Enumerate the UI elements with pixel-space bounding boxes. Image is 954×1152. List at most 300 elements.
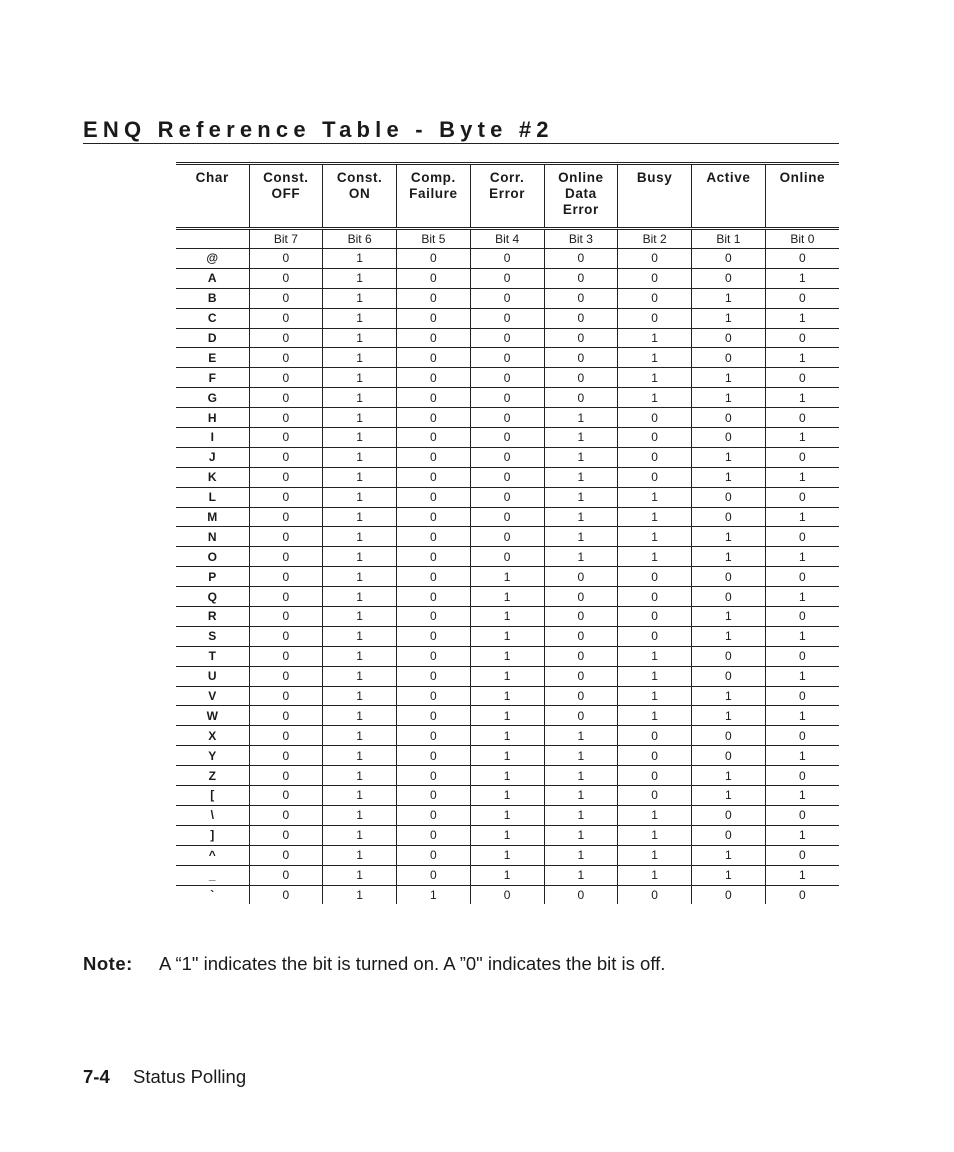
table-row — [176, 885, 839, 904]
bit-cell: 0 — [692, 885, 766, 904]
bit-cell: 1 — [470, 646, 544, 666]
table-row — [176, 805, 839, 825]
page-footer — [83, 1066, 246, 1088]
table-row — [176, 587, 839, 607]
title-rule — [83, 143, 839, 144]
char-cell: Q — [176, 587, 249, 607]
bit-cell: 0 — [249, 786, 323, 806]
bit-cell: 0 — [544, 706, 618, 726]
table-row — [176, 626, 839, 646]
char-cell: N — [176, 527, 249, 547]
bit-cell: 0 — [397, 467, 471, 487]
bit-cell: 0 — [618, 567, 692, 587]
column-header-line: Error — [489, 186, 526, 201]
char-cell: C — [176, 308, 249, 328]
table-row — [176, 368, 839, 388]
bit-cell: 0 — [249, 547, 323, 567]
table-row — [176, 845, 839, 865]
bit-label: Bit 5 — [397, 229, 471, 249]
bit-cell: 0 — [765, 487, 839, 507]
bit-cell: 1 — [618, 686, 692, 706]
bit-cell: 0 — [249, 885, 323, 904]
bit-cell: 0 — [692, 487, 766, 507]
bit-cell: 1 — [397, 885, 471, 904]
bit-cell: 1 — [323, 487, 397, 507]
bit-cell: 0 — [249, 507, 323, 527]
table-row — [176, 825, 839, 845]
column-header-line: ON — [348, 186, 371, 201]
bit-cell: 0 — [397, 348, 471, 368]
bit-cell: 1 — [470, 587, 544, 607]
bit-cell: 1 — [323, 388, 397, 408]
table-row — [176, 268, 839, 288]
char-cell: K — [176, 467, 249, 487]
bit-cell: 1 — [470, 805, 544, 825]
bit-cell: 1 — [470, 666, 544, 686]
bit-label-row — [176, 229, 839, 249]
bit-cell: 1 — [765, 746, 839, 766]
char-cell: @ — [176, 249, 249, 269]
bit-cell: 0 — [618, 766, 692, 786]
bit-cell: 0 — [397, 288, 471, 308]
bit-cell: 1 — [765, 786, 839, 806]
column-header — [249, 164, 323, 229]
char-cell: O — [176, 547, 249, 567]
bit-cell: 1 — [692, 786, 766, 806]
bit-cell: 0 — [544, 328, 618, 348]
bit-cell: 0 — [397, 666, 471, 686]
bit-cell: 1 — [544, 447, 618, 467]
bit-cell: 1 — [544, 527, 618, 547]
bit-cell: 0 — [249, 845, 323, 865]
bit-cell: 0 — [618, 726, 692, 746]
char-cell: [ — [176, 786, 249, 806]
bit-cell: 1 — [765, 626, 839, 646]
bit-cell: 0 — [397, 686, 471, 706]
char-cell: F — [176, 368, 249, 388]
bit-cell: 0 — [618, 408, 692, 428]
char-cell: ] — [176, 825, 249, 845]
column-header — [470, 164, 544, 229]
bit-cell: 0 — [470, 348, 544, 368]
bit-cell: 1 — [544, 865, 618, 885]
bit-cell: 0 — [397, 825, 471, 845]
bit-cell: 1 — [692, 547, 766, 567]
bit-cell: 1 — [470, 786, 544, 806]
bit-cell: 0 — [249, 249, 323, 269]
bit-cell: 0 — [765, 288, 839, 308]
char-cell: B — [176, 288, 249, 308]
bit-cell: 0 — [249, 607, 323, 627]
bit-cell: 0 — [765, 805, 839, 825]
bit-cell: 0 — [544, 626, 618, 646]
column-header-line: Busy — [636, 170, 673, 185]
bit-cell: 1 — [470, 706, 544, 726]
bit-cell: 1 — [765, 428, 839, 448]
bit-cell: 0 — [397, 408, 471, 428]
table-row — [176, 746, 839, 766]
bit-cell: 1 — [692, 686, 766, 706]
table-row — [176, 865, 839, 885]
bit-cell: 1 — [618, 865, 692, 885]
column-header-line: Failure — [409, 186, 458, 201]
bit-cell: 0 — [397, 567, 471, 587]
bit-cell: 1 — [765, 587, 839, 607]
bit-cell: 1 — [618, 388, 692, 408]
char-cell: J — [176, 447, 249, 467]
bit-cell: 0 — [692, 268, 766, 288]
bit-cell: 0 — [397, 268, 471, 288]
bit-cell: 0 — [692, 646, 766, 666]
note-text: A “1" indicates the bit is turned on. A ”0" indicates the bit is off. — [159, 953, 666, 974]
bit-cell: 0 — [618, 288, 692, 308]
bit-label: Bit 3 — [544, 229, 618, 249]
bit-cell: 0 — [692, 567, 766, 587]
column-header — [397, 164, 471, 229]
char-cell: V — [176, 686, 249, 706]
column-header-line: Online — [558, 170, 604, 185]
bit-cell: 0 — [470, 447, 544, 467]
bit-cell: 0 — [397, 249, 471, 269]
bit-cell: 1 — [323, 428, 397, 448]
bit-cell: 1 — [618, 368, 692, 388]
table-row — [176, 766, 839, 786]
bit-cell: 0 — [765, 885, 839, 904]
column-header-line: Char — [195, 170, 229, 185]
bit-cell: 1 — [692, 766, 766, 786]
bit-cell: 0 — [249, 428, 323, 448]
bit-cell: 1 — [544, 746, 618, 766]
table-row — [176, 428, 839, 448]
bit-cell: 0 — [249, 686, 323, 706]
bit-cell: 1 — [544, 547, 618, 567]
bit-cell: 0 — [470, 428, 544, 448]
bit-cell: 1 — [765, 268, 839, 288]
bit-cell: 0 — [249, 348, 323, 368]
bit-cell: 0 — [470, 467, 544, 487]
table-row — [176, 348, 839, 368]
bit-cell: 0 — [544, 607, 618, 627]
char-cell: Z — [176, 766, 249, 786]
bit-cell: 0 — [544, 268, 618, 288]
bit-cell: 0 — [618, 786, 692, 806]
bit-cell: 0 — [618, 626, 692, 646]
bit-cell: 0 — [397, 786, 471, 806]
bit-cell: 0 — [544, 587, 618, 607]
table-row — [176, 646, 839, 666]
page-title: ENQ Reference Table - Byte #2 — [83, 117, 554, 142]
bit-cell: 0 — [692, 428, 766, 448]
bit-cell: 1 — [765, 547, 839, 567]
bit-cell: 1 — [618, 487, 692, 507]
bit-cell: 1 — [323, 646, 397, 666]
char-cell: I — [176, 428, 249, 448]
bit-cell: 0 — [249, 368, 323, 388]
bit-cell: 1 — [323, 726, 397, 746]
table-row — [176, 666, 839, 686]
bit-cell: 0 — [249, 746, 323, 766]
bit-cell: 0 — [397, 487, 471, 507]
bit-cell: 1 — [323, 507, 397, 527]
table-row — [176, 388, 839, 408]
bit-cell: 0 — [249, 268, 323, 288]
bit-cell: 1 — [323, 686, 397, 706]
bit-cell: 1 — [692, 467, 766, 487]
char-cell: E — [176, 348, 249, 368]
bit-label: Bit 6 — [323, 229, 397, 249]
bit-cell: 0 — [249, 766, 323, 786]
bit-cell: 1 — [618, 646, 692, 666]
bit-cell: 0 — [397, 428, 471, 448]
bit-cell: 0 — [397, 845, 471, 865]
table-row — [176, 786, 839, 806]
bit-cell: 1 — [470, 865, 544, 885]
char-cell: L — [176, 487, 249, 507]
table-row — [176, 547, 839, 567]
table-row — [176, 567, 839, 587]
bit-cell: 0 — [692, 348, 766, 368]
column-header-line: Corr. — [489, 170, 525, 185]
char-cell: P — [176, 567, 249, 587]
table-row — [176, 288, 839, 308]
column-header-line: Data — [565, 186, 597, 201]
bit-cell: 1 — [323, 607, 397, 627]
bit-cell: 0 — [470, 507, 544, 527]
bit-cell: 1 — [470, 607, 544, 627]
bit-cell: 1 — [692, 845, 766, 865]
bit-cell: 1 — [692, 388, 766, 408]
bit-cell: 0 — [765, 646, 839, 666]
bit-cell: 1 — [323, 368, 397, 388]
column-header-line: Error — [562, 202, 599, 217]
bit-cell: 1 — [323, 706, 397, 726]
bit-cell: 1 — [323, 805, 397, 825]
bit-cell: 0 — [692, 726, 766, 746]
bit-cell: 0 — [544, 288, 618, 308]
bit-cell: 1 — [765, 507, 839, 527]
bit-cell: 1 — [544, 845, 618, 865]
bit-cell: 0 — [618, 587, 692, 607]
bit-cell: 0 — [249, 487, 323, 507]
bit-cell: 1 — [323, 328, 397, 348]
bit-cell: 1 — [618, 845, 692, 865]
table-row — [176, 527, 839, 547]
bit-cell: 0 — [249, 825, 323, 845]
bit-cell: 0 — [397, 706, 471, 726]
bit-cell: 0 — [470, 308, 544, 328]
char-cell: G — [176, 388, 249, 408]
bit-cell: 1 — [544, 805, 618, 825]
bit-cell: 1 — [765, 706, 839, 726]
bit-cell: 0 — [249, 726, 323, 746]
bit-cell: 0 — [470, 288, 544, 308]
bit-cell: 0 — [544, 348, 618, 368]
bit-cell: 0 — [618, 607, 692, 627]
column-header — [323, 164, 397, 229]
bit-cell: 0 — [470, 487, 544, 507]
bit-cell: 0 — [765, 726, 839, 746]
bit-cell: 1 — [470, 766, 544, 786]
bit-cell: 0 — [470, 368, 544, 388]
bit-cell: 1 — [470, 726, 544, 746]
bit-cell: 0 — [618, 308, 692, 328]
bit-cell: 0 — [692, 666, 766, 686]
char-cell: ` — [210, 887, 215, 902]
column-header-line: Active — [706, 170, 751, 185]
bit-cell: 0 — [397, 308, 471, 328]
bit-cell: 0 — [470, 268, 544, 288]
bit-cell: 0 — [765, 368, 839, 388]
bit-cell: 0 — [249, 646, 323, 666]
bit-label: Bit 7 — [249, 229, 323, 249]
bit-cell: 0 — [249, 308, 323, 328]
table-row — [176, 487, 839, 507]
bit-cell: 0 — [618, 746, 692, 766]
bit-cell: 0 — [397, 746, 471, 766]
bit-cell: 1 — [765, 388, 839, 408]
bit-cell: 0 — [544, 686, 618, 706]
table-row — [176, 408, 839, 428]
bit-cell: 0 — [470, 388, 544, 408]
char-cell: W — [176, 706, 249, 726]
bit-cell: 1 — [544, 467, 618, 487]
char-cell: H — [176, 408, 249, 428]
table-row — [176, 507, 839, 527]
bit-cell: 1 — [618, 328, 692, 348]
bit-cell: 0 — [249, 447, 323, 467]
bit-cell: 1 — [323, 626, 397, 646]
note — [83, 953, 665, 975]
bit-cell: 0 — [397, 547, 471, 567]
bit-cell: 1 — [544, 487, 618, 507]
bit-cell: 0 — [249, 408, 323, 428]
bit-cell: 1 — [765, 348, 839, 368]
bit-cell: 0 — [397, 587, 471, 607]
table-row — [176, 706, 839, 726]
bit-cell: 0 — [249, 805, 323, 825]
bit-cell: 0 — [765, 328, 839, 348]
column-header-line: Const. — [336, 170, 383, 185]
bit-cell: 0 — [470, 328, 544, 348]
bit-cell: 1 — [323, 766, 397, 786]
bit-cell: 1 — [692, 865, 766, 885]
bit-cell: 0 — [470, 885, 544, 904]
column-header-line: Online — [779, 170, 826, 185]
bit-cell: 0 — [692, 746, 766, 766]
bit-cell: 0 — [249, 328, 323, 348]
bit-cell: 0 — [618, 885, 692, 904]
bit-cell: 1 — [323, 845, 397, 865]
bit-cell: 0 — [249, 567, 323, 587]
bit-cell: 0 — [765, 686, 839, 706]
bit-cell: 0 — [692, 507, 766, 527]
bit-cell: 1 — [618, 666, 692, 686]
char-cell: Y — [176, 746, 249, 766]
bit-cell: 0 — [397, 726, 471, 746]
bit-cell: 1 — [692, 607, 766, 627]
bit-cell: 1 — [692, 527, 766, 547]
bit-cell: 1 — [323, 567, 397, 587]
bit-cell: 1 — [323, 825, 397, 845]
bit-cell: 1 — [765, 308, 839, 328]
bit-cell: 1 — [692, 288, 766, 308]
column-header — [692, 164, 766, 229]
column-header — [544, 164, 618, 229]
bit-label: Bit 4 — [470, 229, 544, 249]
bit-cell: 1 — [692, 706, 766, 726]
bit-cell: 1 — [323, 885, 397, 904]
bit-cell: 0 — [765, 408, 839, 428]
table-row — [176, 308, 839, 328]
bit-cell: 0 — [397, 865, 471, 885]
bit-cell: 1 — [323, 746, 397, 766]
bit-cell: 0 — [692, 408, 766, 428]
bit-cell: 1 — [544, 825, 618, 845]
bit-cell: 0 — [544, 308, 618, 328]
bit-cell: 0 — [765, 567, 839, 587]
table-row — [176, 726, 839, 746]
bit-cell: 1 — [470, 746, 544, 766]
bit-cell: 1 — [765, 825, 839, 845]
bit-cell: 0 — [397, 646, 471, 666]
bit-cell: 0 — [692, 249, 766, 269]
char-cell: S — [176, 626, 249, 646]
bit-cell: 0 — [397, 766, 471, 786]
bit-cell: 1 — [618, 805, 692, 825]
bit-cell: 0 — [544, 567, 618, 587]
bit-cell: 1 — [618, 507, 692, 527]
bit-cell: 0 — [249, 388, 323, 408]
bit-cell: 1 — [470, 626, 544, 646]
bit-cell: 0 — [544, 388, 618, 408]
bit-cell: 1 — [765, 865, 839, 885]
bit-label — [176, 229, 249, 249]
column-header-line: Const. — [263, 170, 309, 185]
bit-cell: 0 — [470, 547, 544, 567]
bit-cell: 1 — [544, 726, 618, 746]
bit-cell: 0 — [544, 646, 618, 666]
column-header — [765, 164, 839, 229]
char-cell: T — [176, 646, 249, 666]
table-row — [176, 328, 839, 348]
table-row — [176, 686, 839, 706]
bit-cell: 1 — [470, 825, 544, 845]
bit-cell: 1 — [323, 865, 397, 885]
bit-cell: 0 — [249, 467, 323, 487]
bit-cell: 0 — [397, 527, 471, 547]
char-cell: M — [176, 507, 249, 527]
char-cell: A — [176, 268, 249, 288]
bit-cell: 1 — [323, 249, 397, 269]
bit-cell: 1 — [765, 467, 839, 487]
bit-cell: 1 — [323, 288, 397, 308]
bit-cell: 0 — [544, 368, 618, 388]
bit-cell: 1 — [323, 547, 397, 567]
bit-cell: 1 — [323, 587, 397, 607]
bit-cell: 1 — [692, 308, 766, 328]
bit-cell: 1 — [323, 447, 397, 467]
bit-cell: 0 — [397, 447, 471, 467]
bit-cell: 1 — [618, 706, 692, 726]
column-header — [618, 164, 692, 229]
table-row — [176, 467, 839, 487]
bit-cell: 0 — [470, 408, 544, 428]
bit-cell: 0 — [544, 885, 618, 904]
bit-cell: 0 — [544, 249, 618, 269]
column-header — [176, 164, 249, 229]
bit-cell: 0 — [249, 288, 323, 308]
bit-label: Bit 2 — [618, 229, 692, 249]
